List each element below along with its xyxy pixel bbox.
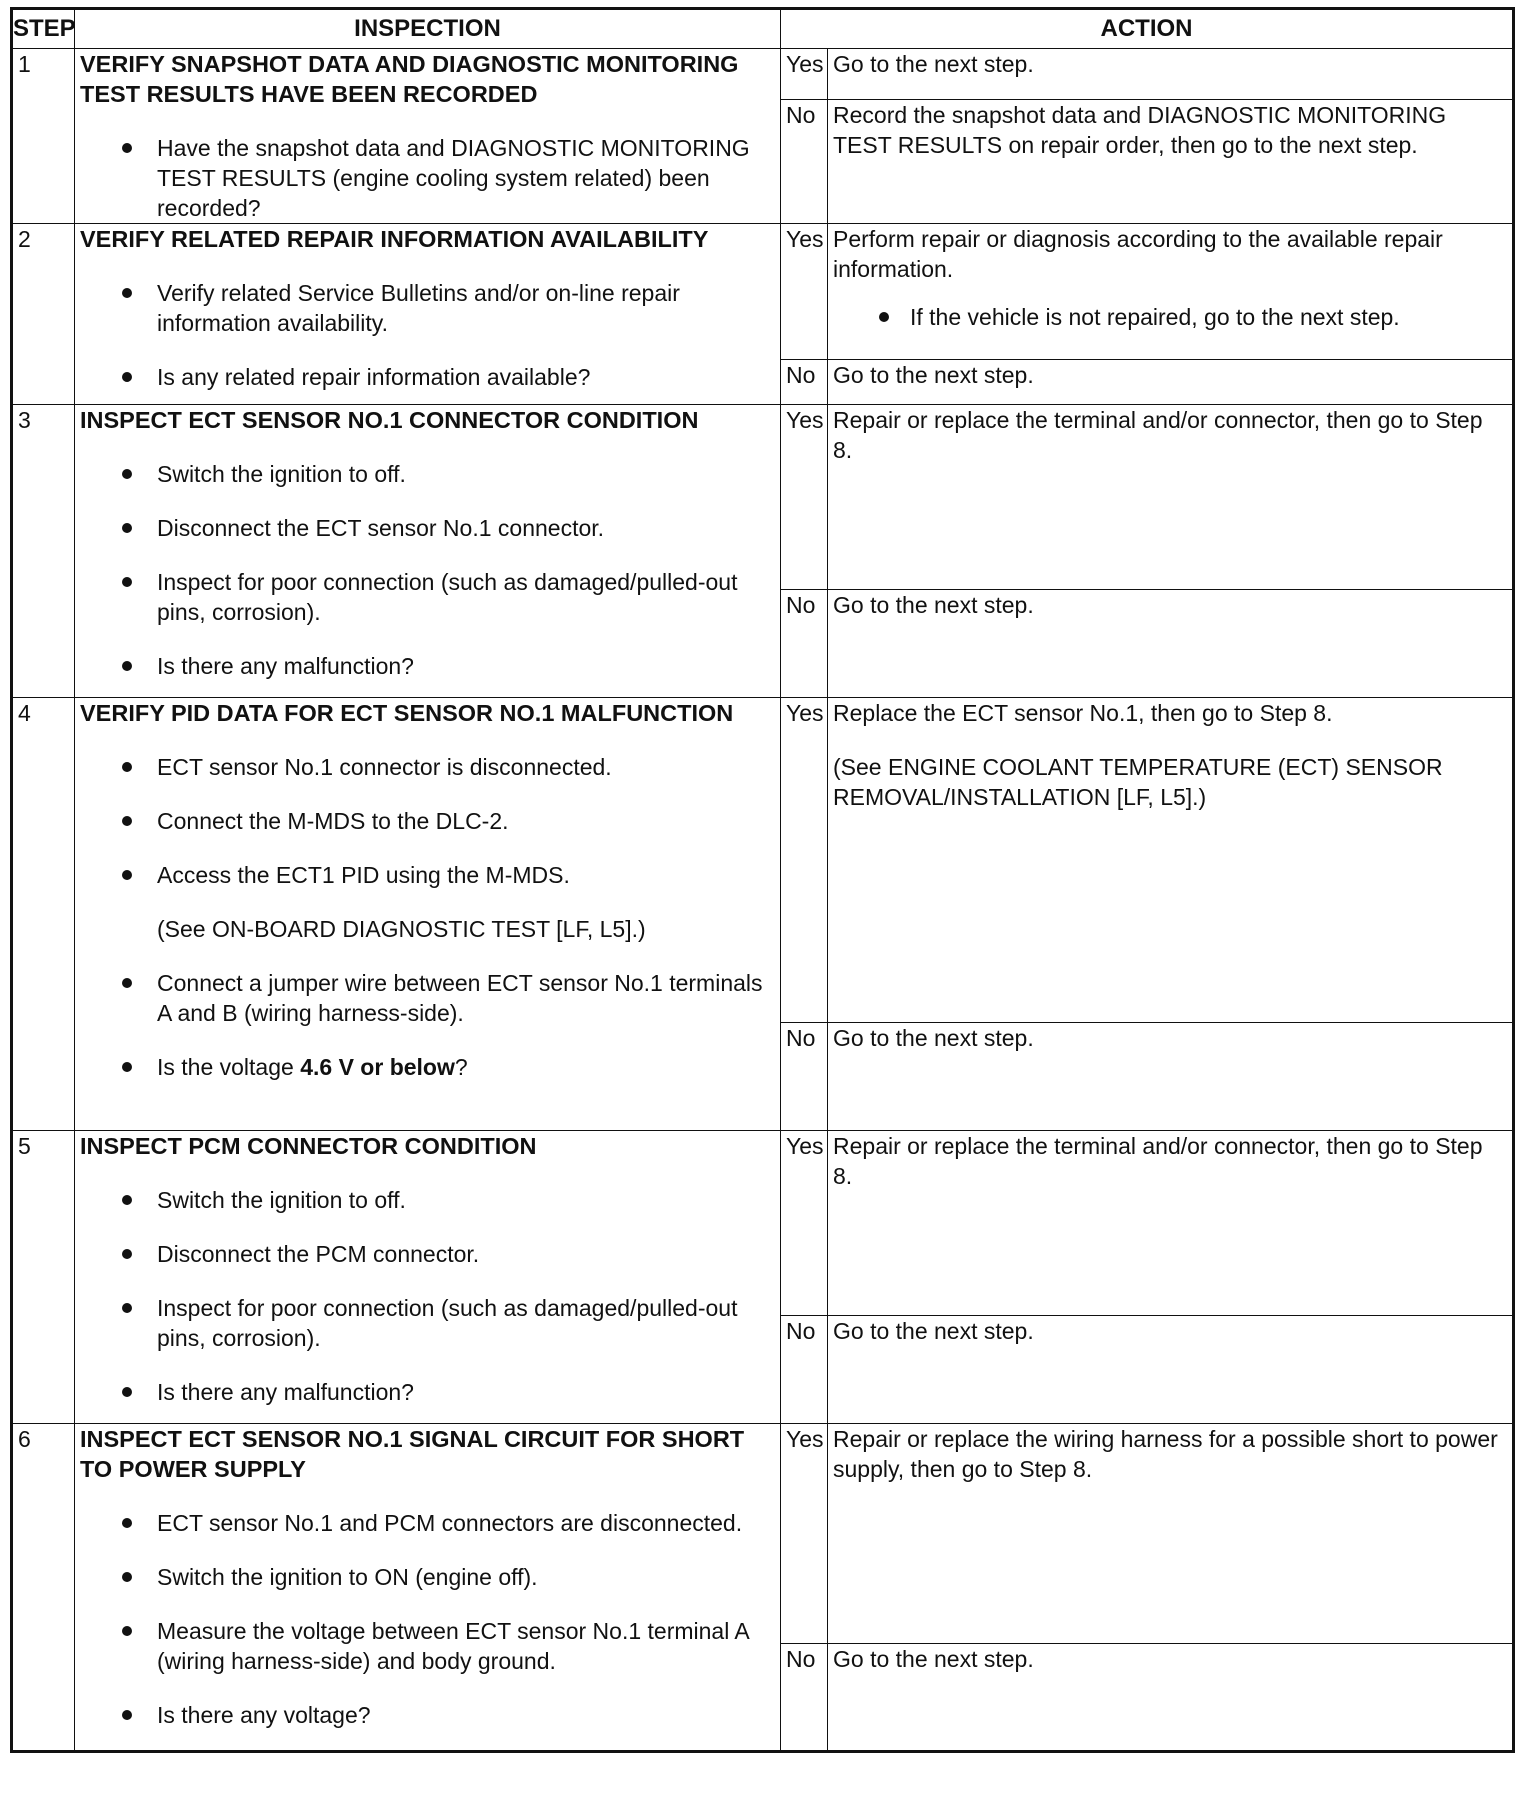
no-action: Go to the next step. [828, 590, 1514, 698]
bullet-icon [122, 1249, 132, 1259]
bullet-icon [122, 143, 132, 153]
list-item: Disconnect the PCM connector. [80, 1239, 775, 1269]
inspection-title: VERIFY PID DATA FOR ECT SENSOR NO.1 MALFUNCTION [80, 700, 734, 726]
bullet-icon [122, 523, 132, 533]
step-row-6 [12, 1424, 1514, 1644]
list-item: Measure the voltage between ECT sensor No.1 terminal A (wiring harness-side) and body ground. [80, 1616, 775, 1676]
inspection-cell [75, 49, 781, 224]
list-item: ECT sensor No.1 connector is disconnected. [80, 752, 775, 782]
step-row-1 [12, 49, 1514, 100]
no-label: No [781, 590, 828, 698]
bullet-icon [122, 1195, 132, 1205]
yes-action: Repair or replace the terminal and/or connector, then go to Step 8. [828, 405, 1514, 590]
reference-note: (See ON-BOARD DIAGNOSTIC TEST [LF, L5].) [157, 916, 646, 942]
no-label: No [781, 1023, 828, 1131]
step-number: 5 [12, 1131, 75, 1424]
list-item: Have the snapshot data and DIAGNOSTIC MONITORING TEST RESULTS (engine cooling system related) been recorded? [80, 133, 775, 223]
list-item: Is any related repair information available? [80, 362, 775, 392]
inspection-title: INSPECT PCM CONNECTOR CONDITION [80, 1133, 537, 1159]
header-action: ACTION [781, 9, 1514, 49]
step-row-4 [12, 698, 1514, 1023]
step-row-2 [12, 224, 1514, 360]
bullet-icon [122, 1062, 132, 1072]
list-item: If the vehicle is not repaired, go to the next step. [833, 302, 1507, 332]
yes-action [828, 698, 1514, 1023]
yes-label: Yes [781, 49, 828, 100]
step-row-5 [12, 1131, 1514, 1316]
action-list [833, 302, 1507, 332]
list-item: Connect a jumper wire between ECT sensor No.1 terminals A and B (wiring harness-side). [80, 968, 775, 1028]
bullet-icon [122, 577, 132, 587]
bullet-icon [122, 1303, 132, 1313]
inspection-title: INSPECT ECT SENSOR NO.1 CONNECTOR CONDITION [80, 407, 699, 433]
inspection-title: VERIFY RELATED REPAIR INFORMATION AVAILABILITY [80, 226, 709, 252]
bullet-icon [122, 870, 132, 880]
bullet-icon [122, 978, 132, 988]
bullet-icon [122, 661, 132, 671]
yes-action-text: Perform repair or diagnosis according to the available repair information. [833, 226, 1443, 282]
yes-label: Yes [781, 698, 828, 1023]
step-row-3 [12, 405, 1514, 590]
header-inspection: INSPECTION [75, 9, 781, 49]
step-number: 4 [12, 698, 75, 1131]
reference-note: (See ENGINE COOLANT TEMPERATURE (ECT) SENSOR REMOVAL/INSTALLATION [LF, L5].) [833, 754, 1443, 810]
inspection-list [80, 1508, 775, 1730]
list-item: Switch the ignition to ON (engine off). [80, 1562, 775, 1592]
bullet-icon [122, 762, 132, 772]
yes-action: Repair or replace the terminal and/or connector, then go to Step 8. [828, 1131, 1514, 1316]
list-item: Is there any malfunction? [80, 651, 775, 681]
yes-label: Yes [781, 1424, 828, 1644]
yes-action: Repair or replace the wiring harness for a possible short to power supply, then go to Step 8. [828, 1424, 1514, 1644]
yes-action [828, 224, 1514, 360]
list-item: Switch the ignition to off. [80, 459, 775, 489]
bullet-icon [122, 1572, 132, 1582]
inspection-cell [75, 224, 781, 405]
inspection-list [80, 133, 775, 223]
bullet-icon [879, 312, 889, 322]
step-number: 2 [12, 224, 75, 405]
bullet-icon [122, 816, 132, 826]
list-item: Verify related Service Bulletins and/or on-line repair information availability. [80, 278, 775, 338]
no-action: Go to the next step. [828, 1644, 1514, 1752]
bullet-icon [122, 1518, 132, 1528]
step-number: 3 [12, 405, 75, 698]
yes-label: Yes [781, 405, 828, 590]
inspection-cell [75, 1424, 781, 1752]
no-action: Record the snapshot data and DIAGNOSTIC MONITORING TEST RESULTS on repair order, then go to the next step. [828, 99, 1514, 223]
yes-label: Yes [781, 1131, 828, 1316]
no-label: No [781, 99, 828, 223]
bullet-icon [122, 372, 132, 382]
no-label: No [781, 1644, 828, 1752]
header-step: STEP [12, 9, 75, 49]
inspection-cell [75, 698, 781, 1131]
list-item: Is there any voltage? [80, 1700, 775, 1730]
yes-action: Go to the next step. [828, 49, 1514, 100]
list-item: Connect the M-MDS to the DLC-2. [80, 806, 775, 836]
bullet-icon [122, 1626, 132, 1636]
list-item: Is there any malfunction? [80, 1377, 775, 1407]
inspection-list [80, 968, 775, 1082]
bullet-icon [122, 1710, 132, 1720]
list-item: Disconnect the ECT sensor No.1 connector. [80, 513, 775, 543]
no-action: Go to the next step. [828, 360, 1514, 405]
list-item: Inspect for poor connection (such as damaged/pulled-out pins, corrosion). [80, 1293, 775, 1353]
list-item: Switch the ignition to off. [80, 1185, 775, 1215]
bullet-icon [122, 469, 132, 479]
header-row [12, 9, 1514, 49]
yes-action-text: Replace the ECT sensor No.1, then go to Step 8. [833, 700, 1333, 726]
inspection-list [80, 278, 775, 392]
list-item: Access the ECT1 PID using the M-MDS. [80, 860, 775, 890]
no-action: Go to the next step. [828, 1023, 1514, 1131]
no-action: Go to the next step. [828, 1316, 1514, 1424]
list-item: ECT sensor No.1 and PCM connectors are disconnected. [80, 1508, 775, 1538]
list-item: Inspect for poor connection (such as damaged/pulled-out pins, corrosion). [80, 567, 775, 627]
step-number: 1 [12, 49, 75, 224]
inspection-title: INSPECT ECT SENSOR NO.1 SIGNAL CIRCUIT FOR SHORT TO POWER SUPPLY [80, 1426, 745, 1482]
bullet-icon [122, 288, 132, 298]
inspection-list [80, 752, 775, 890]
yes-label: Yes [781, 224, 828, 360]
no-label: No [781, 360, 828, 405]
diagnostic-procedure-table [10, 7, 1515, 1753]
inspection-list [80, 1185, 775, 1407]
bullet-icon [122, 1387, 132, 1397]
inspection-cell [75, 405, 781, 698]
inspection-list [80, 459, 775, 681]
inspection-cell [75, 1131, 781, 1424]
step-number: 6 [12, 1424, 75, 1752]
inspection-title: VERIFY SNAPSHOT DATA AND DIAGNOSTIC MONITORING TEST RESULTS HAVE BEEN RECORDED [80, 51, 739, 107]
list-item: Is the voltage 4.6 V or below? [80, 1052, 775, 1082]
no-label: No [781, 1316, 828, 1424]
